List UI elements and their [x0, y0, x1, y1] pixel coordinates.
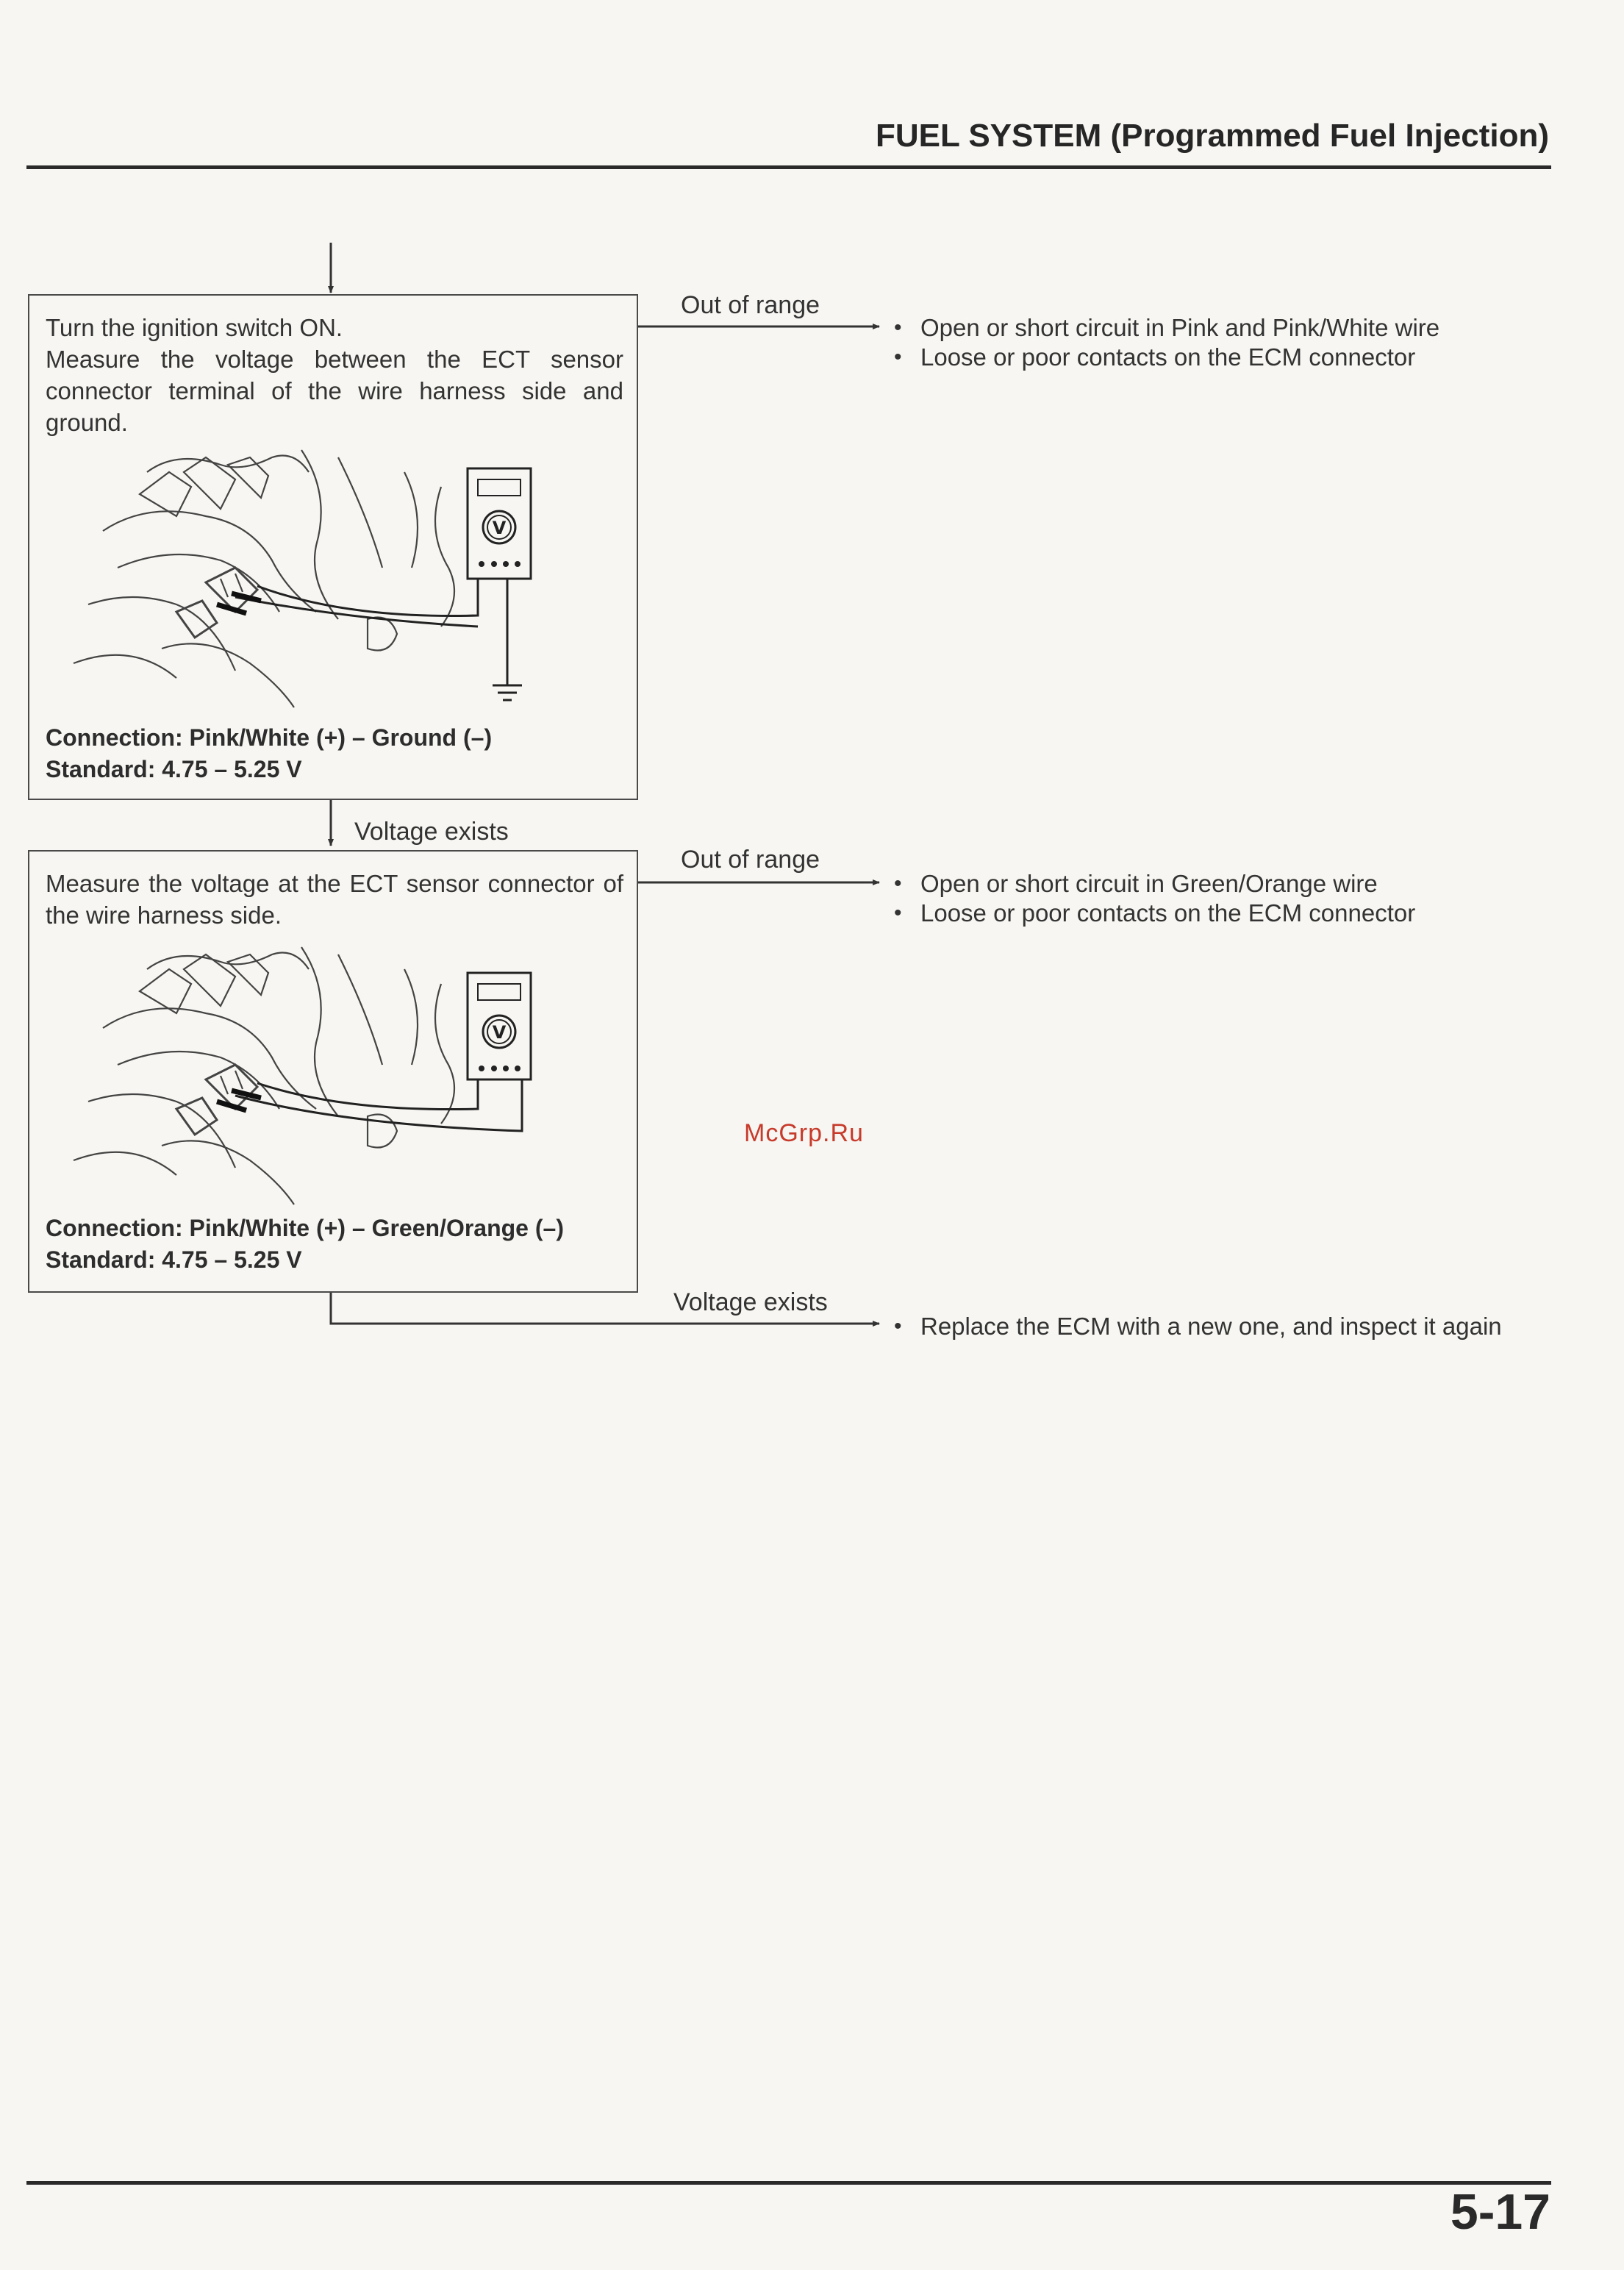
- multimeter-icon: [468, 468, 531, 579]
- step1-connection: Connection: Pink/White (+) – Ground (–): [46, 724, 493, 751]
- step2-illustration: [59, 940, 618, 1212]
- voltage-exists-label-2: Voltage exists: [673, 1288, 828, 1316]
- step2-connection: Connection: Pink/White (+) – Green/Orange (–): [46, 1215, 564, 1241]
- voltage-exists-label-1: Voltage exists: [354, 818, 509, 846]
- result-list-2: [894, 869, 1541, 928]
- result-item: • Open or short circuit in Pink and Pink/White wire: [894, 313, 1541, 343]
- page-title: FUEL SYSTEM (Programmed Fuel Injection): [876, 118, 1549, 154]
- step1-illustration: [59, 443, 618, 715]
- step2-standard: Standard: 4.75 – 5.25 V: [46, 1246, 302, 1273]
- result-list-3: [894, 1312, 1526, 1341]
- step2-box: [28, 850, 638, 1293]
- svg-text:V: V: [492, 1022, 507, 1043]
- watermark: McGrp.Ru: [744, 1119, 864, 1147]
- multimeter-icon: [468, 973, 531, 1079]
- svg-text:V: V: [492, 518, 507, 538]
- result-item: • Open or short circuit in Green/Orange wire: [894, 869, 1541, 899]
- result-item: • Replace the ECM with a new one, and inspect it again: [894, 1312, 1526, 1341]
- page-number: 5-17: [1450, 2184, 1550, 2240]
- out-of-range-label-1: Out of range: [681, 291, 820, 319]
- step2-instruction: Measure the voltage at the ECT sensor connector of the wire harness side.: [46, 870, 623, 929]
- result-item: • Loose or poor contacts on the ECM connector: [894, 343, 1541, 372]
- footer-rule: [26, 2181, 1551, 2185]
- step1-standard: Standard: 4.75 – 5.25 V: [46, 756, 302, 782]
- result-list-1: [894, 313, 1541, 372]
- out-of-range-label-2: Out of range: [681, 846, 820, 874]
- step1-box: [28, 294, 638, 800]
- result-item: • Loose or poor contacts on the ECM connector: [894, 899, 1541, 928]
- step1-instruction: Turn the ignition switch ON. Measure the voltage between the ECT sensor connector terminal of the wire harness side and ground.: [46, 314, 623, 436]
